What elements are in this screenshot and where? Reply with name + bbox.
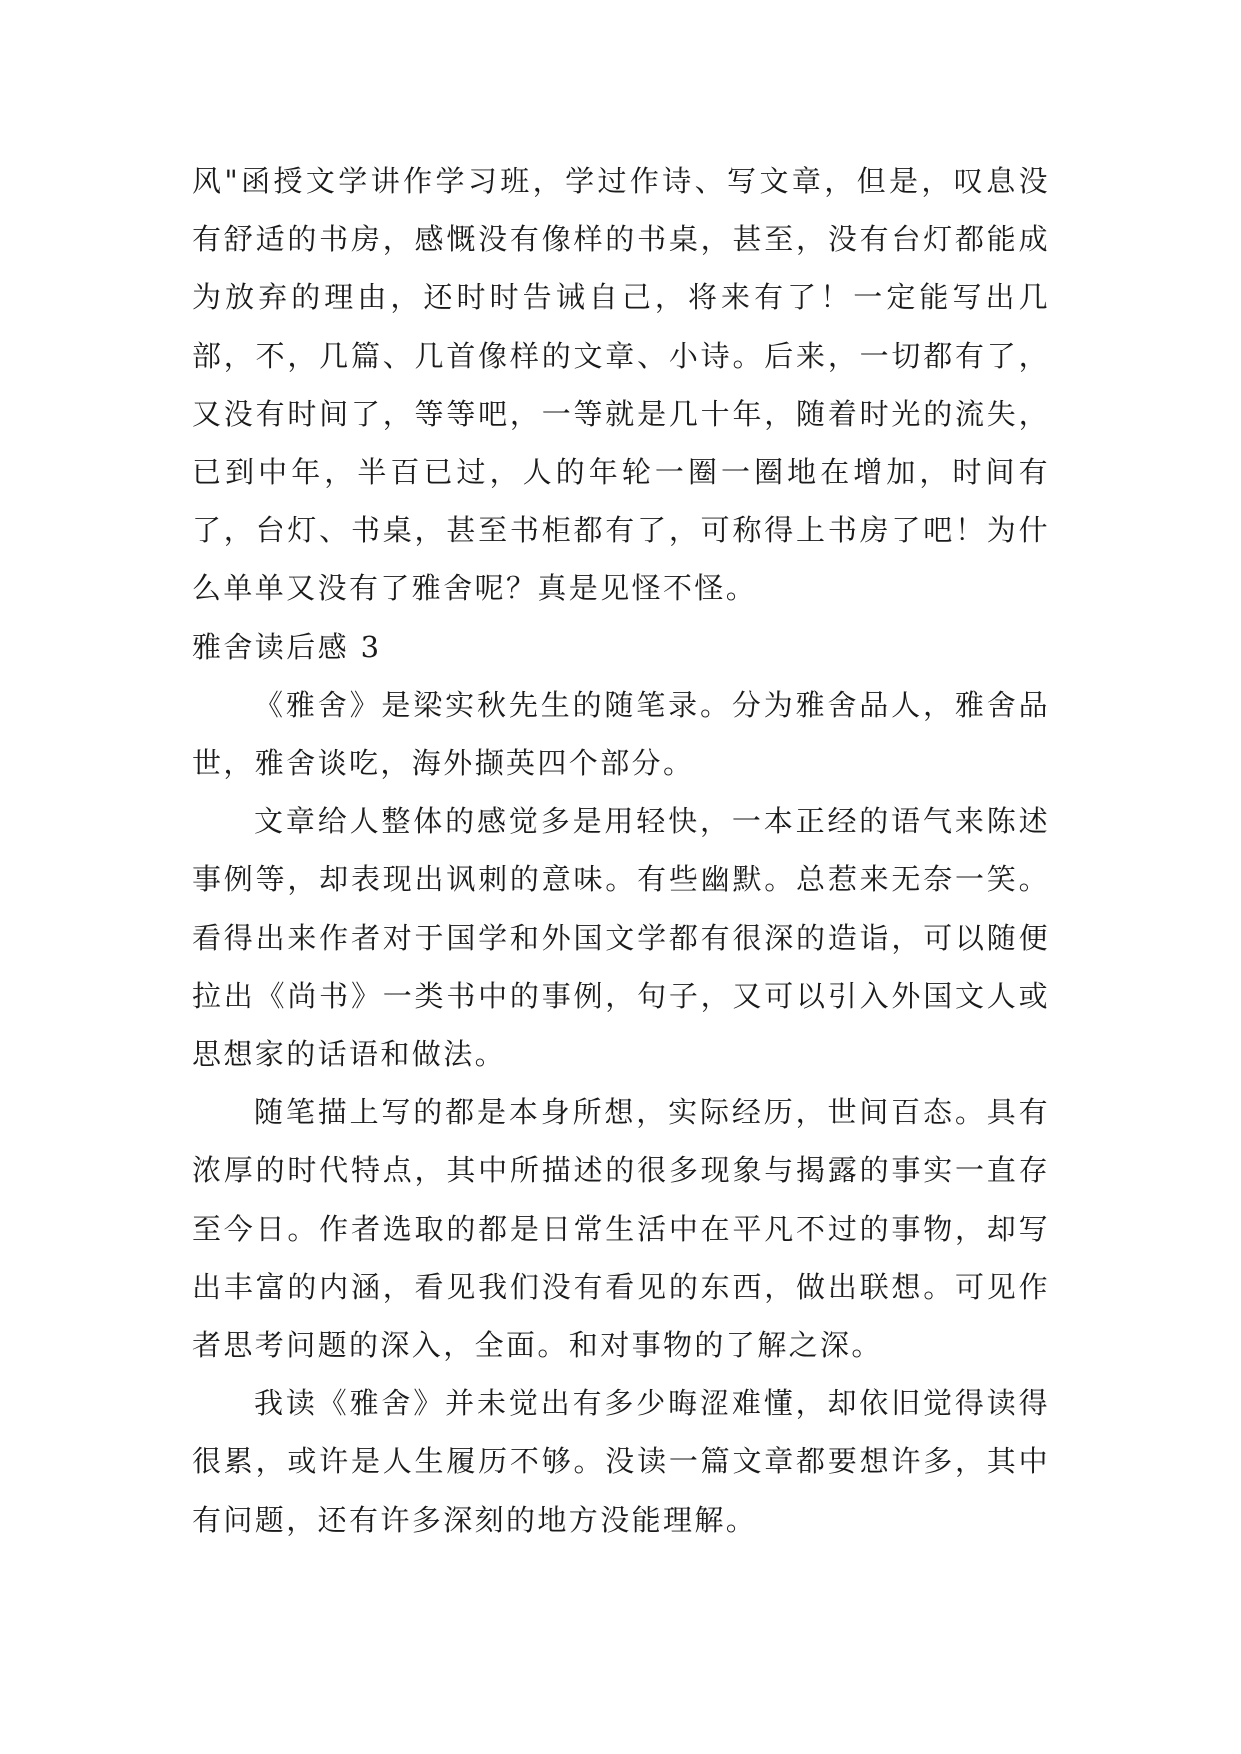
body-paragraph-4: 我读《雅舍》并未觉出有多少晦涩难懂，却依旧觉得读得很累，或许是人生履历不够。没读一篇文章都要想许多，其中有问题，还有许多深刻的地方没能理解。 (192, 1386, 1050, 1537)
body-paragraph-1: 《雅舍》是梁实秋先生的随笔录。分为雅舍品人，雅舍品世，雅舍谈吃，海外撷英四个部分。 (192, 687, 1050, 781)
continuation-paragraph: 风"函授文学讲作学习班，学过作诗、写文章，但是，叹息没有舒适的书房，感慨没有像样的书桌，甚至，没有台灯都能成为放弃的理由，还时时告诫自己，将来有了！一定能写出几部，不，几篇、几首像样的文章、小诗。后来，一切都有了，又没有时间了，等等吧，一等就是几十年，随着时光的流失，已到中年，半百已过，人的年轮一圈一圈地在增加，时间有了，台灯、书桌，甚至书柜都有了，可称得上书房了吧！为什么单单又没有了雅舍呢？真是见怪不怪。 (192, 164, 1050, 606)
body-paragraph-3: 随笔描上写的都是本身所想，实际经历，世间百态。具有浓厚的时代特点，其中所描述的很多现象与揭露的事实一直存至今日。作者选取的都是日常生活中在平凡不过的事物，却写出丰富的内涵，看见我们没有看见的东西，做出联想。可见作者思考问题的深入，全面。和对事物的了解之深。 (192, 1095, 1050, 1363)
body-paragraph-2: 文章给人整体的感觉多是用轻快，一本正经的语气来陈述事例等，却表现出讽刺的意味。有些幽默。总惹来无奈一笑。看得出来作者对于国学和外国文学都有很深的造诣，可以随便拉出《尚书》一类书中的事例，句子，又可以引入外国文人或思想家的话语和做法。 (192, 804, 1050, 1072)
section-title: 雅舍读后感 3 (192, 629, 382, 664)
document-body (192, 152, 1050, 1549)
